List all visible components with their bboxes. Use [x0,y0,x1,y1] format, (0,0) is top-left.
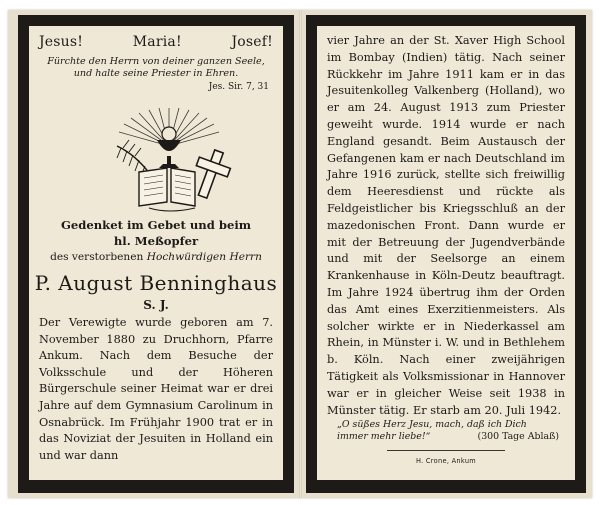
right-panel-inner [317,26,575,480]
book-chalice-cross-emblem-icon [99,106,239,216]
verse-reference: Jes. Sir. 7, 31 [208,82,269,92]
printer-imprint: H. Crone, Ankum [415,457,477,465]
card-fold [299,10,302,498]
invocation-row [39,34,273,50]
honorific: Hochwürdigen Herrn [146,251,262,263]
mass-offering: hl. Meßopfer [113,234,199,248]
scripture-verse [41,56,271,80]
deceased-title [29,251,283,263]
footer-rule [387,450,505,451]
deceased-name: P. August Benninghaus [34,271,278,295]
prayer-line-1: „O süßes Herz Jesu, mach, daß ich Dich [337,419,527,430]
prayer-line-2: immer mehr liebe!“ [337,431,431,442]
right-panel [306,15,586,493]
verse-line-1: Fürchte den Herrn von deiner ganzen Seele, [47,56,265,67]
deceased-prefix: des verstorbenen [50,251,144,263]
memorial-request: Gedenket im Gebet und beim [60,218,251,232]
religious-order: S. J. [143,298,169,312]
invocation-josef: Josef! [231,34,273,50]
invocation-jesus: Jesus! [39,34,84,50]
biography-part-1: Der Verewigte wurde geboren am 7. November 1880 zu Druchhorn, Pfarre Ankum. Nach dem Besuche der Volksschule und der Höheren Bürgerschule seiner Heimat war er drei Jahre auf dem Gymnasium Carolinum in Osnabrück. Im Frühjahr 1900 trat er in das Noviziat der Jesuiten in Holland ein und war dann [39,316,273,462]
indulgence-note: (300 Tage Ablaß) [477,431,559,442]
biography-part-2: vier Jahre an der St. Xaver High School im Bombay (Indien) tätig. Nach seiner Rückkehr im Jahre 1911 kam er in das Jesuitenkolleg Valkenberg (Holland), wo er am 24. August 1913 zum Priester geweiht wurde. 1914 wurde er nach England gesandt. Beim Austausch der Gefangenen kam er nach Deutschland im Jahre 1916 zurück, stellte sich freiwillig dem Heeresdienst und rückte als Feldgeistlicher bis Kriegsschluß an der mazedonischen Front. Dann wurde er mit der Betreuung der Jugendverbände und mit der Seelsorge an einem Krankenhause in Köln-Deutz beauftragt. Im Jahre 1924 übertrug ihm der Orden das Amt eines Exerzitienmeisters. Als solcher wirkte er in Niederkassel am Rhein, in Münster i. W. und in Bethlehem b. Köln. Nach einer zweijährigen Tätigkeit als Volksmissionar in Hannover war er in gleicher Weise seit 1938 in Münster tätig. Er starb am 20. Juli 1942. [327,34,565,417]
left-panel-inner [29,26,283,480]
verse-line-2: und halte seine Priester in Ehren. [73,68,239,79]
left-panel [18,15,294,493]
invocation-maria: Maria! [132,34,182,50]
